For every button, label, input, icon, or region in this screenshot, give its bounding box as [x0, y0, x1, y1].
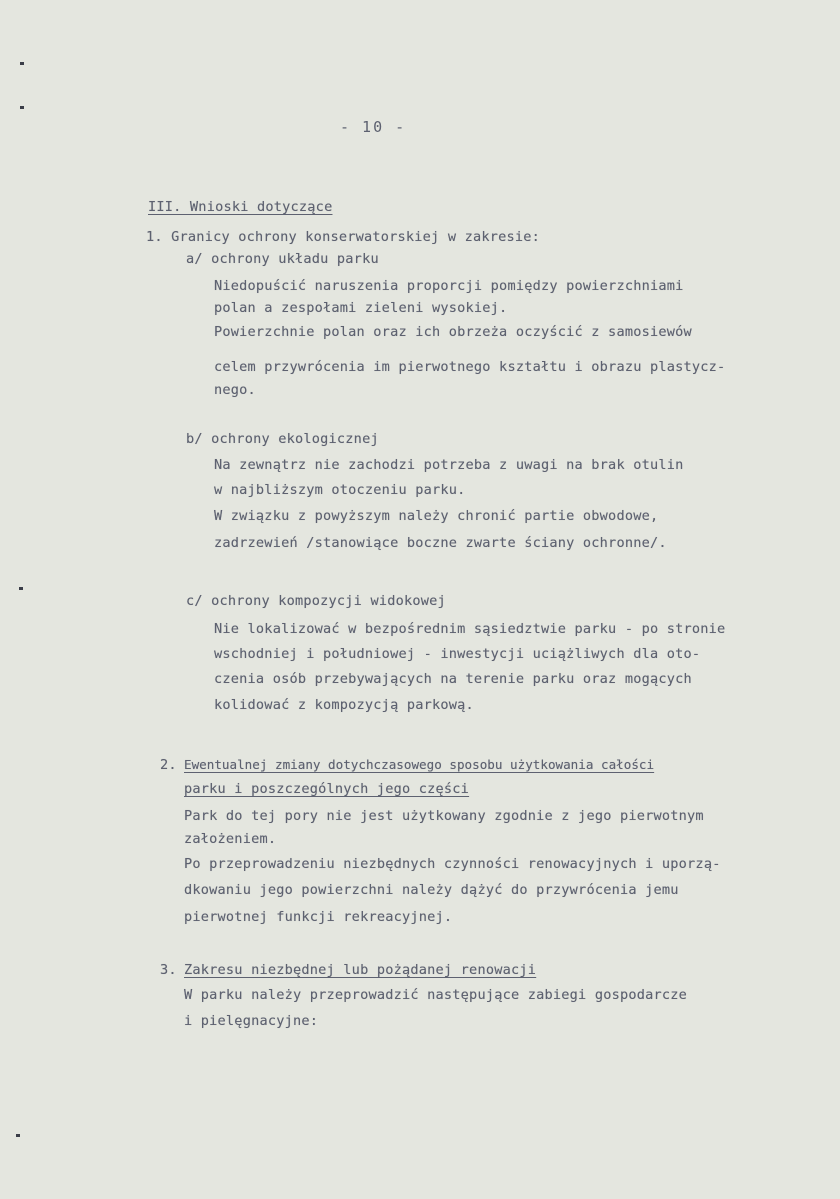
paragraph-line: i pielęgnacyjne:: [184, 1013, 319, 1029]
paragraph-line: Nie lokalizować w bezpośrednim sąsiedztwie parku - po stronie: [214, 621, 726, 637]
paragraph-line: celem przywrócenia im pierwotnego kształtu i obrazu plastycz-: [214, 359, 726, 375]
paragraph-line: W związku z powyższym należy chronić partie obwodowe,: [214, 508, 659, 524]
section-2-title: parku i poszczególnych jego części: [184, 781, 470, 797]
paragraph-line: nego.: [214, 382, 256, 398]
subsection-a-title: a/ ochrony układu parku: [186, 251, 379, 267]
paragraph-line: czenia osób przebywających na terenie parku oraz mogących: [214, 671, 692, 687]
margin-mark: [19, 587, 23, 590]
section-2-number: 2.: [160, 757, 177, 773]
section-3-number: 3.: [160, 962, 177, 978]
paragraph-line: Po przeprowadzeniu niezbędnych czynności renowacyjnych i uporzą-: [184, 856, 721, 872]
paragraph-line: kolidować z kompozycją parkową.: [214, 697, 474, 713]
margin-mark: [16, 1134, 20, 1137]
paragraph-line: zadrzewień /stanowiące boczne zwarte ściany ochronne/.: [214, 535, 667, 551]
paragraph-line: W parku należy przeprowadzić następujące zabiegi gospodarcze: [184, 987, 688, 1003]
paragraph-line: dkowaniu jego powierzchni należy dążyć do przywrócenia jemu: [184, 882, 679, 898]
paragraph-line: polan a zespołami zieleni wysokiej.: [214, 300, 508, 316]
margin-mark: [20, 106, 24, 109]
section-3-title: Zakresu niezbędnej lub pożądanej renowacji: [184, 962, 537, 978]
paragraph-line: Na zewnątrz nie zachodzi potrzeba z uwagi na brak otulin: [214, 457, 684, 473]
section-1-title: 1. Granicy ochrony konserwatorskiej w zakresie:: [146, 229, 541, 245]
paragraph-line: założeniem.: [184, 831, 277, 847]
margin-mark: [20, 62, 24, 65]
paragraph-line: Park do tej pory nie jest użytkowany zgodnie z jego pierwotnym: [184, 808, 704, 824]
subsection-c-title: c/ ochrony kompozycji widokowej: [186, 593, 446, 609]
paragraph-line: Powierzchnie polan oraz ich obrzeża oczyścić z samosiewów: [214, 324, 692, 340]
section-title: III. Wnioski dotyczące: [148, 199, 333, 215]
paragraph-line: wschodniej i południowej - inwestycji uciążliwych dla oto-: [214, 646, 701, 662]
paragraph-line: pierwotnej funkcji rekreacyjnej.: [184, 909, 453, 925]
section-2-title: Ewentualnej zmiany dotychczasowego sposobu użytkowania całości: [184, 757, 655, 772]
paragraph-line: w najbliższym otoczeniu parku.: [214, 482, 466, 498]
page-number: - 10 -: [340, 118, 407, 136]
subsection-b-title: b/ ochrony ekologicznej: [186, 431, 379, 447]
paragraph-line: Niedopuścić naruszenia proporcji pomiędzy powierzchniami: [214, 278, 684, 294]
